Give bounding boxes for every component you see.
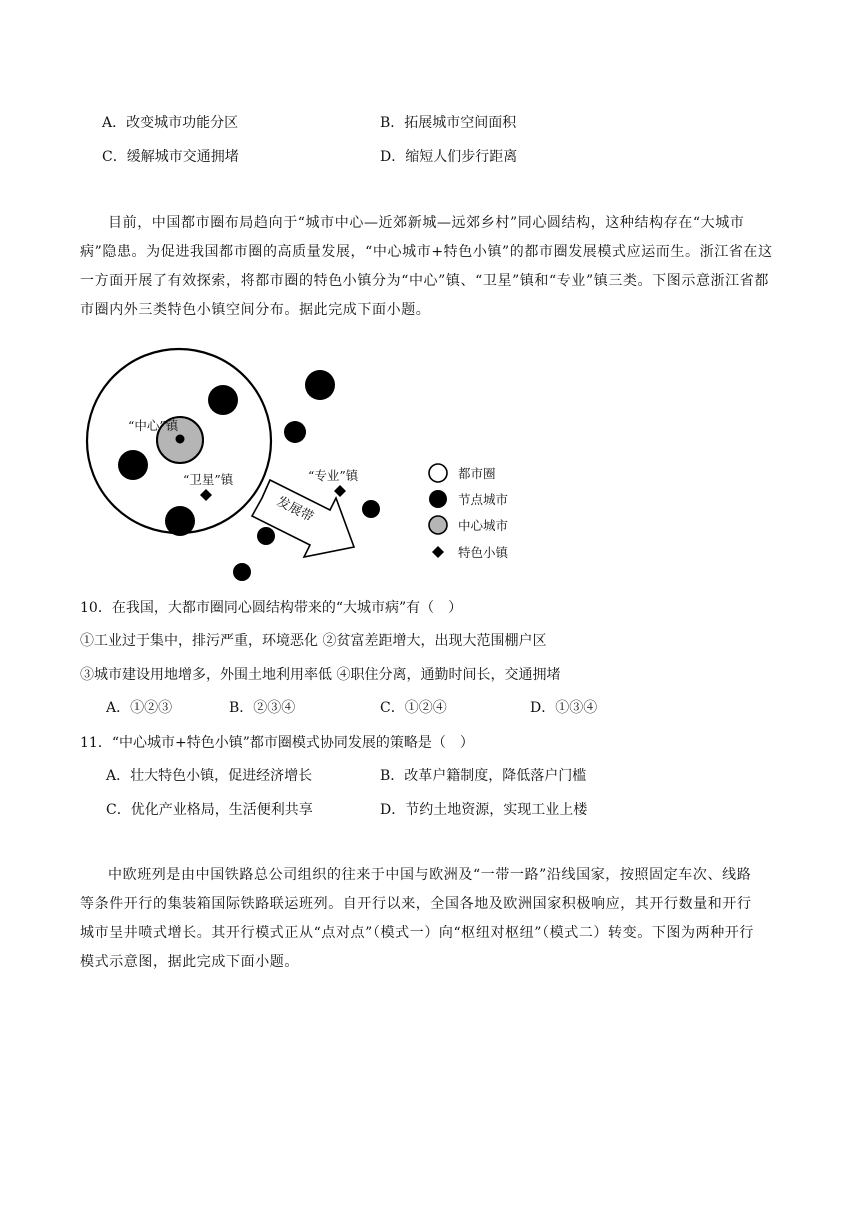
passage-2-line: 中欧班列是由中国铁路总公司组织的往来于中国与欧洲及“一带一路”沿线国家，按照固定车次、线路: [108, 867, 752, 883]
q10-option-d: D．①③④: [530, 700, 598, 716]
q10-items-line-1: ①工业过于集中，排污严重，环境恶化 ②贫富差距增大，出现大范围棚户区: [80, 633, 547, 649]
center-town-dot: [176, 435, 185, 444]
q11-option-b: B．改革户籍制度，降低落户门槛: [380, 768, 587, 784]
node-city: [208, 385, 238, 415]
legend-feature-town-swatch: [432, 546, 444, 558]
passage-1-line: 目前，中国都市圈布局趋向于“城市中心—近郊新城—远郊乡村”同心圆结构，这种结构存在“大城市: [108, 215, 745, 231]
node-city: [233, 563, 251, 581]
legend-metro-circle-swatch: [429, 464, 447, 482]
q11-stem: 11．“中心城市+特色小镇”都市圈模式协同发展的策略是（ ）: [80, 735, 474, 751]
satellite-town-label: “卫星”镇: [183, 472, 234, 487]
node-city: [284, 421, 306, 443]
passage-2-line: 模式示意图，据此完成下面小题。: [80, 954, 299, 970]
center-town-label: “中心”镇: [128, 418, 179, 433]
passage-2-line: 等条件开行的集装箱国际铁路联运班列。自开行以来，全国各地及欧洲国家积极响应，其开行数量和开行: [80, 896, 752, 912]
special-town-marker: [334, 485, 346, 497]
passage-1-line: 市圈内外三类特色小镇空间分布。据此完成下面小题。: [80, 302, 431, 318]
q10-items-line-2: ③城市建设用地增多，外围土地利用率低 ④职住分离，通勤时间长，交通拥堵: [80, 667, 561, 683]
prev-option-c: C．缓解城市交通拥堵: [102, 149, 239, 165]
figure-legend: [429, 464, 510, 560]
dev-belt-label: 发展带: [274, 494, 316, 526]
node-city: [257, 527, 275, 545]
prev-option-d: D．缩短人们步行距离: [380, 149, 518, 165]
q11-option-d: D．节约土地资源，实现工业上楼: [380, 802, 588, 818]
q11-option-a: A．壮大特色小镇，促进经济增长: [106, 768, 313, 784]
prev-option-b: B．拓展城市空间面积: [380, 115, 517, 131]
node-city: [362, 500, 380, 518]
q10-option-a: A．①②③: [106, 700, 173, 716]
q10-stem: 10．在我国，大都市圈同心圆结构带来的“大城市病”有（ ）: [80, 600, 463, 616]
passage-2: [80, 861, 782, 977]
legend-node-city-label: 节点城市: [458, 492, 509, 507]
q10-option-c: C．①②④: [380, 700, 447, 716]
passage-1-line: 一方面开展了有效探索，将都市圈的特色小镇分为“中心”镇、“卫星”镇和“专业”镇三类。下图示意浙江省都: [80, 273, 769, 289]
node-city: [118, 450, 148, 480]
q11-option-c: C．优化产业格局，生活便利共享: [106, 802, 313, 818]
passage-2-line: 城市呈井喷式增长。其开行模式正从“点对点”（模式一）向“枢纽对枢纽”（模式二）转变。下图为两种开行: [80, 925, 755, 941]
legend-node-city-swatch: [429, 490, 447, 508]
node-city: [165, 506, 195, 536]
node-city: [305, 370, 335, 400]
special-town-label: “专业”镇: [308, 468, 359, 483]
legend-metro-circle-label: 都市圈: [458, 466, 496, 481]
legend-center-city-label: 中心城市: [458, 518, 509, 533]
legend-center-city-swatch: [429, 516, 447, 534]
prev-option-a: A．改变城市功能分区: [102, 115, 239, 131]
legend-feature-town-label: 特色小镇: [458, 545, 509, 560]
passage-1-line: 病”隐患。为促进我国都市圈的高质量发展，“中心城市+特色小镇”的都市圈发展模式应运而生。浙江省在这: [80, 244, 773, 260]
q10-option-b: B．②③④: [229, 700, 296, 716]
town-distribution-figure: [0, 0, 860, 600]
